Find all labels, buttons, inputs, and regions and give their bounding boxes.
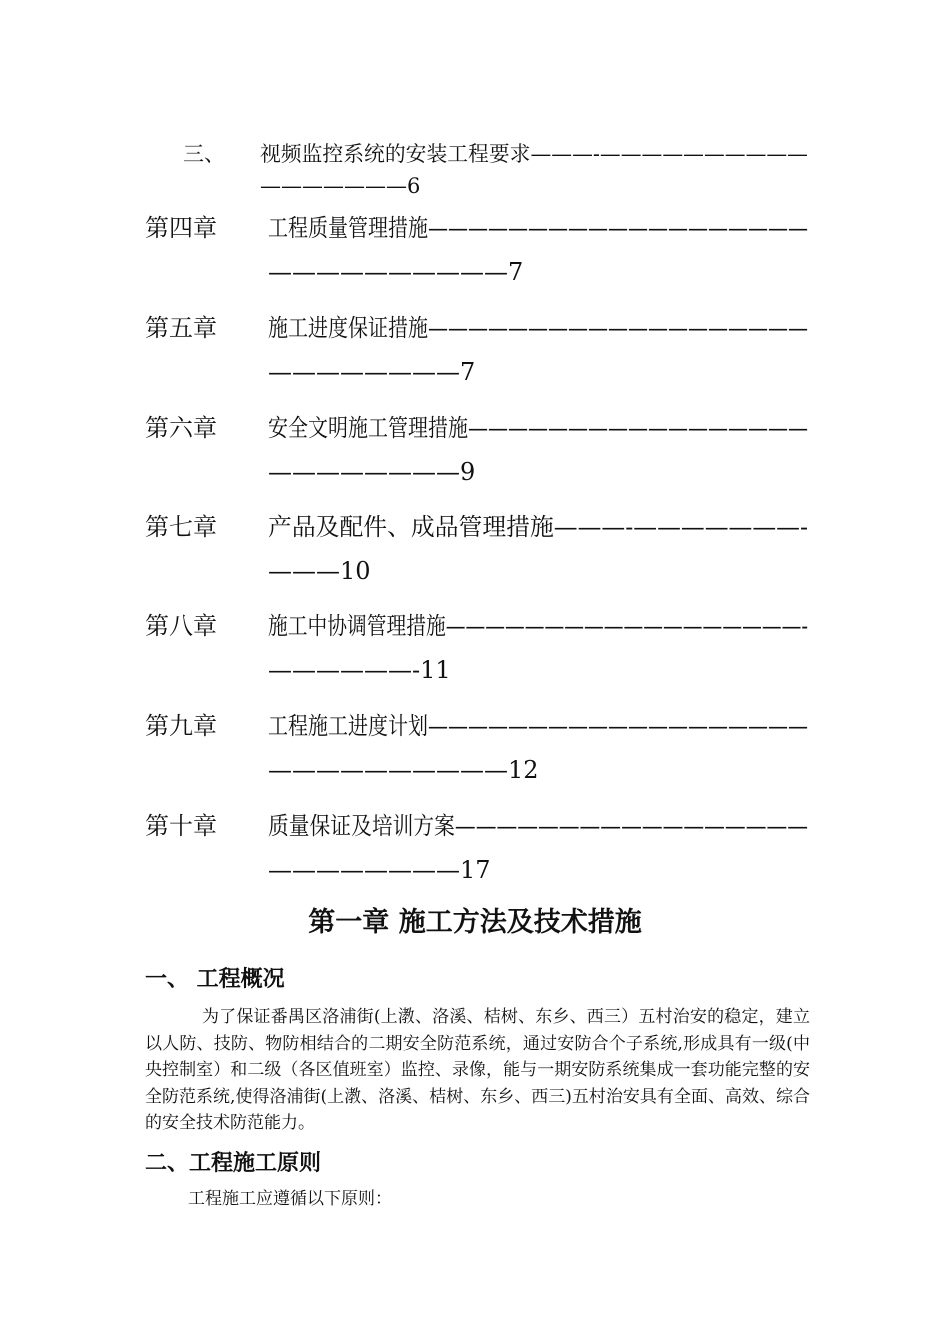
toc-sub-label: 三、 [183,142,225,166]
paragraph: 工程施工应遵循以下原则： [188,1189,392,1209]
toc-chapter-label: 第九章 [145,712,217,740]
toc-title: 质量保证及培训方案————————————————— [268,812,808,840]
section-heading: 一、 工程概况 [145,967,285,992]
toc-entry [0,408,950,508]
paragraph: 为了保证番禺区洛浦街(上漖、洛溪、桔树、东乡、西三）五村治安的稳定，建立以人防、技防、物防相结合的二期安全防范系统，通过安防合个子系统,形成具有一级(中央控制室）和二级（各区值班室）监控、录像，能与一期安防系统集成一套功能完整的安全防范系统,使得洛浦街(上漖、洛溪、桔树、东乡、西三)五村治安具有全面、高效、综合的安全技术防范能力。 [145,1007,810,1133]
toc-entry [0,806,950,906]
toc-leader-page: ———10 [268,557,371,585]
toc-sub-leader: ———————6 [260,174,421,198]
toc-title: 工程质量管理措施——————————————————— [268,214,808,242]
toc-chapter-label: 第六章 [145,414,217,442]
toc-leader-page: ————————7 [268,358,476,386]
toc-leader-page: ——————-11 [268,656,451,684]
toc-leader-page: ——————————12 [268,756,539,784]
toc-title: 产品及配件、成品管理措施———-———————- [268,513,808,541]
toc-title: 施工进度保证措施——————————————————— [268,314,808,342]
toc-chapter-label: 第八章 [145,612,217,640]
toc-leader-page: ——————————7 [268,258,524,286]
section-heading: 二、工程施工原则 [145,1151,322,1176]
toc-leader-page: ————————9 [268,458,476,486]
toc-chapter-label: 第四章 [145,214,217,242]
toc-sub-title: 视频监控系统的安装工程要求———-—————————— [260,142,808,166]
toc-title: 工程施工进度计划——————————————————— [268,712,808,740]
toc-chapter-label: 第十章 [145,812,217,840]
toc-entry [0,606,950,706]
toc-chapter-label: 第五章 [145,314,217,342]
toc-title: 安全文明施工管理措施————————————————— [268,414,808,442]
toc-entry [0,706,950,806]
toc-entry [0,308,950,408]
toc-leader-page: ————————17 [268,856,491,884]
toc-entry [0,208,950,308]
chapter-heading: 第一章 施工方法及技术措施 [308,907,642,938]
toc-chapter-label: 第七章 [145,513,217,541]
toc-entry [0,507,950,607]
toc-title: 施工中协调管理措施——————————————————- [268,612,808,640]
